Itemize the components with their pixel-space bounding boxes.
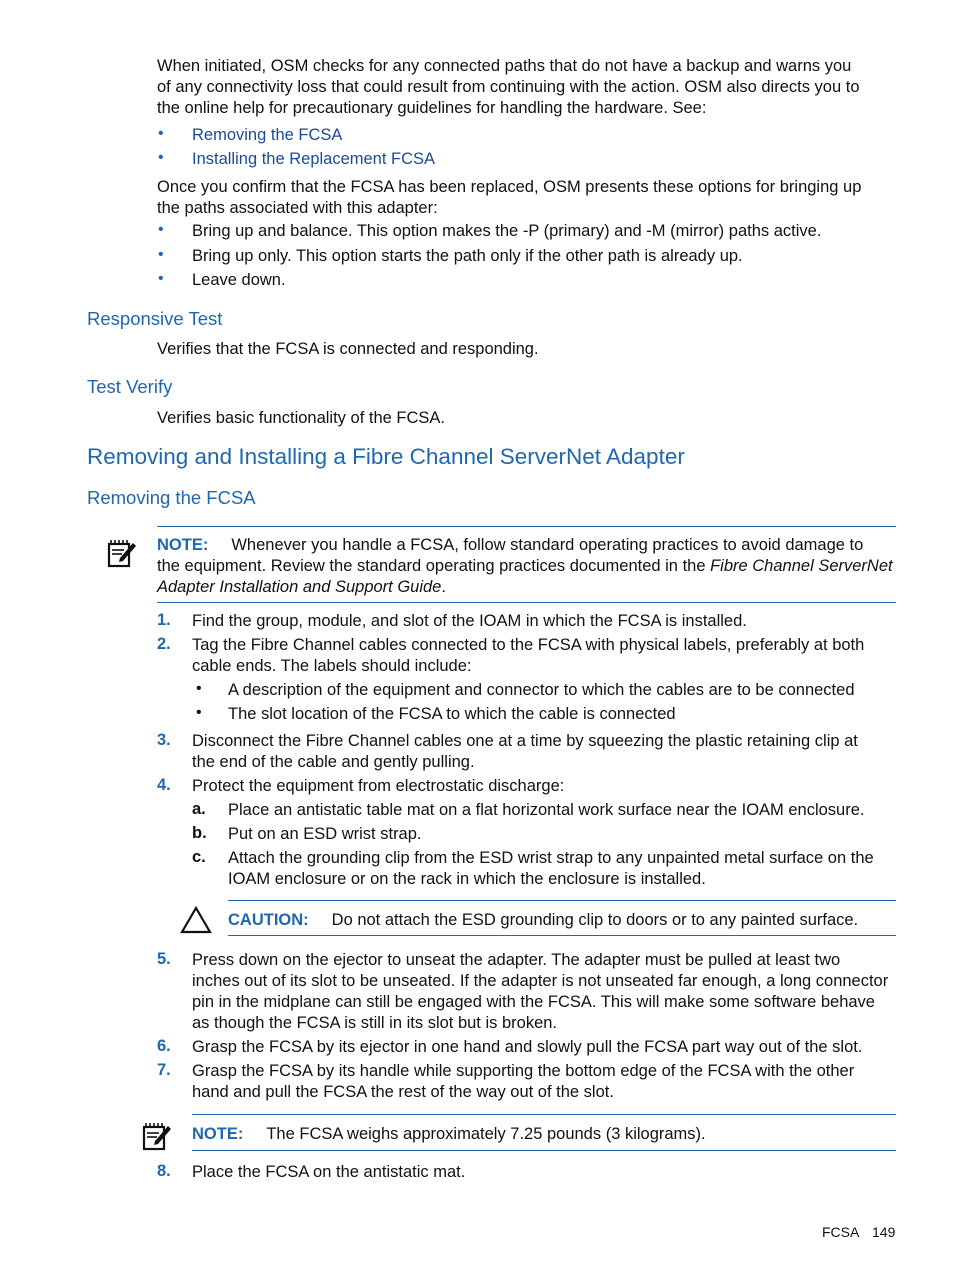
note1-text-2a: the equipment. Review the standard operating practices documented in the [157,557,711,575]
step-5-line-2: inches out of its slot to be unseated. If the adapter is not unseated far enough, a long connector [192,972,889,990]
note-pencil-icon [141,1120,173,1152]
intro-line-2: of any connectivity loss that could result from continuing with the action. OSM also directs you to [157,78,860,96]
note2-rule-top [192,1114,896,1115]
step-2-bullet: A description of the equipment and connector to which the cables are to be connected [228,681,855,699]
step-number: 6. [157,1037,171,1055]
step-2-bullet: The slot location of the FCSA to which the cable is connected [228,705,676,723]
option-item: Leave down. [192,271,286,289]
confirm-line-2: the paths associated with this adapter: [157,199,438,217]
caution-rule-top [228,900,896,901]
note2-line [192,1124,706,1145]
note2-text: The FCSA weighs approximately 7.25 pounds (3 kilograms). [266,1125,706,1143]
step-7-line-1: Grasp the FCSA by its handle while supporting the bottom edge of the FCSA with the other [192,1062,855,1080]
intro-line-1: When initiated, OSM checks for any connected paths that do not have a backup and warns you [157,57,852,75]
section-title: Removing and Installing a Fibre Channel ServerNet Adapter [87,444,685,469]
subsection-title: Removing the FCSA [87,487,256,508]
step-2-line-2: cable ends. The labels should include: [192,657,472,675]
note-rule-top [157,526,896,527]
caution-rule-bottom [228,935,896,936]
test-verify-text: Verifies basic functionality of the FCSA. [157,409,445,427]
note2-rule-bottom [192,1150,896,1151]
note-rule-bottom [157,602,896,603]
confirm-line-1: Once you confirm that the FCSA has been replaced, OSM presents these options for bringing up [157,178,862,196]
step-4c-line-1: Attach the grounding clip from the ESD wrist strap to any unpainted metal surface on the [228,849,874,867]
note1-line-1 [157,535,863,556]
heading-responsive-test: Responsive Test [87,308,223,329]
step-number: 5. [157,950,171,968]
footer-page-number: 149 [872,1224,896,1240]
step-number: 2. [157,635,171,653]
intro-line-3: the online help for precautionary guidelines for handling the hardware. See: [157,99,707,117]
heading-test-verify: Test Verify [87,376,173,397]
caution-label: CAUTION: [228,911,309,929]
step-3-line-1: Disconnect the Fibre Channel cables one at a time by squeezing the plastic retaining clip at [192,732,858,750]
step-8-text: Place the FCSA on the antistatic mat. [192,1163,466,1181]
note-pencil-icon [106,537,138,569]
note1-line-3 [157,577,446,598]
step-4b-text: Put on an ESD wrist strap. [228,825,422,843]
note1-guide-title-a: Fibre Channel ServerNet [710,557,893,575]
bullet-icon: • [158,270,164,287]
note1-guide-title-b: Adapter Installation and Support Guide [157,578,442,596]
step-4a-text: Place an antistatic table mat on a flat horizontal work surface near the IOAM enclosure. [228,801,865,819]
responsive-test-text: Verifies that the FCSA is connected and responding. [157,340,539,358]
note1-line-2 [157,556,893,577]
substep-letter: b. [192,824,207,842]
step-2-line-1: Tag the Fibre Channel cables connected to the FCSA with physical labels, preferably at both [192,636,865,654]
caution-text: Do not attach the ESD grounding clip to doors or to any painted surface. [331,911,859,929]
bullet-icon: • [196,680,202,697]
option-item: Bring up only. This option starts the path only if the other path is already up. [192,247,743,265]
step-number: 1. [157,611,171,629]
step-1-text: Find the group, module, and slot of the IOAM in which the FCSA is installed. [192,612,747,630]
bullet-icon: • [158,149,164,166]
option-item: Bring up and balance. This option makes the -P (primary) and -M (mirror) paths active. [192,222,822,240]
substep-letter: a. [192,800,206,818]
step-5-line-4: as though the FCSA is still in its slot but is broken. [192,1014,558,1032]
note-label: NOTE: [157,536,209,554]
bullet-icon: • [196,704,202,721]
step-number: 8. [157,1162,171,1180]
step-7-line-2: hand and pull the FCSA the rest of the way out of the slot. [192,1083,614,1101]
link-installing-replacement-fcsa[interactable]: Installing the Replacement FCSA [192,150,436,168]
bullet-icon: • [158,125,164,142]
step-5-line-3: pin in the midplane can still be engaged with the FCSA. This will make some software behave [192,993,875,1011]
note1-text-3b: . [441,578,446,596]
step-number: 4. [157,776,171,794]
step-3-line-2: the end of the cable and gently pulling. [192,753,475,771]
caution-triangle-icon [180,906,212,934]
step-number: 3. [157,731,171,749]
footer-section: FCSA [822,1224,860,1240]
step-4-text: Protect the equipment from electrostatic discharge: [192,777,565,795]
substep-letter: c. [192,848,206,866]
bullet-icon: • [158,221,164,238]
step-6-text: Grasp the FCSA by its ejector in one hand and slowly pull the FCSA part way out of the slot. [192,1038,863,1056]
note1-text-1: Whenever you handle a FCSA, follow standard operating practices to avoid damage to [231,536,864,554]
step-number: 7. [157,1061,171,1079]
link-removing-fcsa[interactable]: Removing the FCSA [192,126,343,144]
caution-line [228,910,858,931]
note2-label: NOTE: [192,1125,244,1143]
step-4c-line-2: IOAM enclosure or on the rack in which the enclosure is installed. [228,870,706,888]
step-5-line-1: Press down on the ejector to unseat the adapter. The adapter must be pulled at least two [192,951,841,969]
bullet-icon: • [158,246,164,263]
